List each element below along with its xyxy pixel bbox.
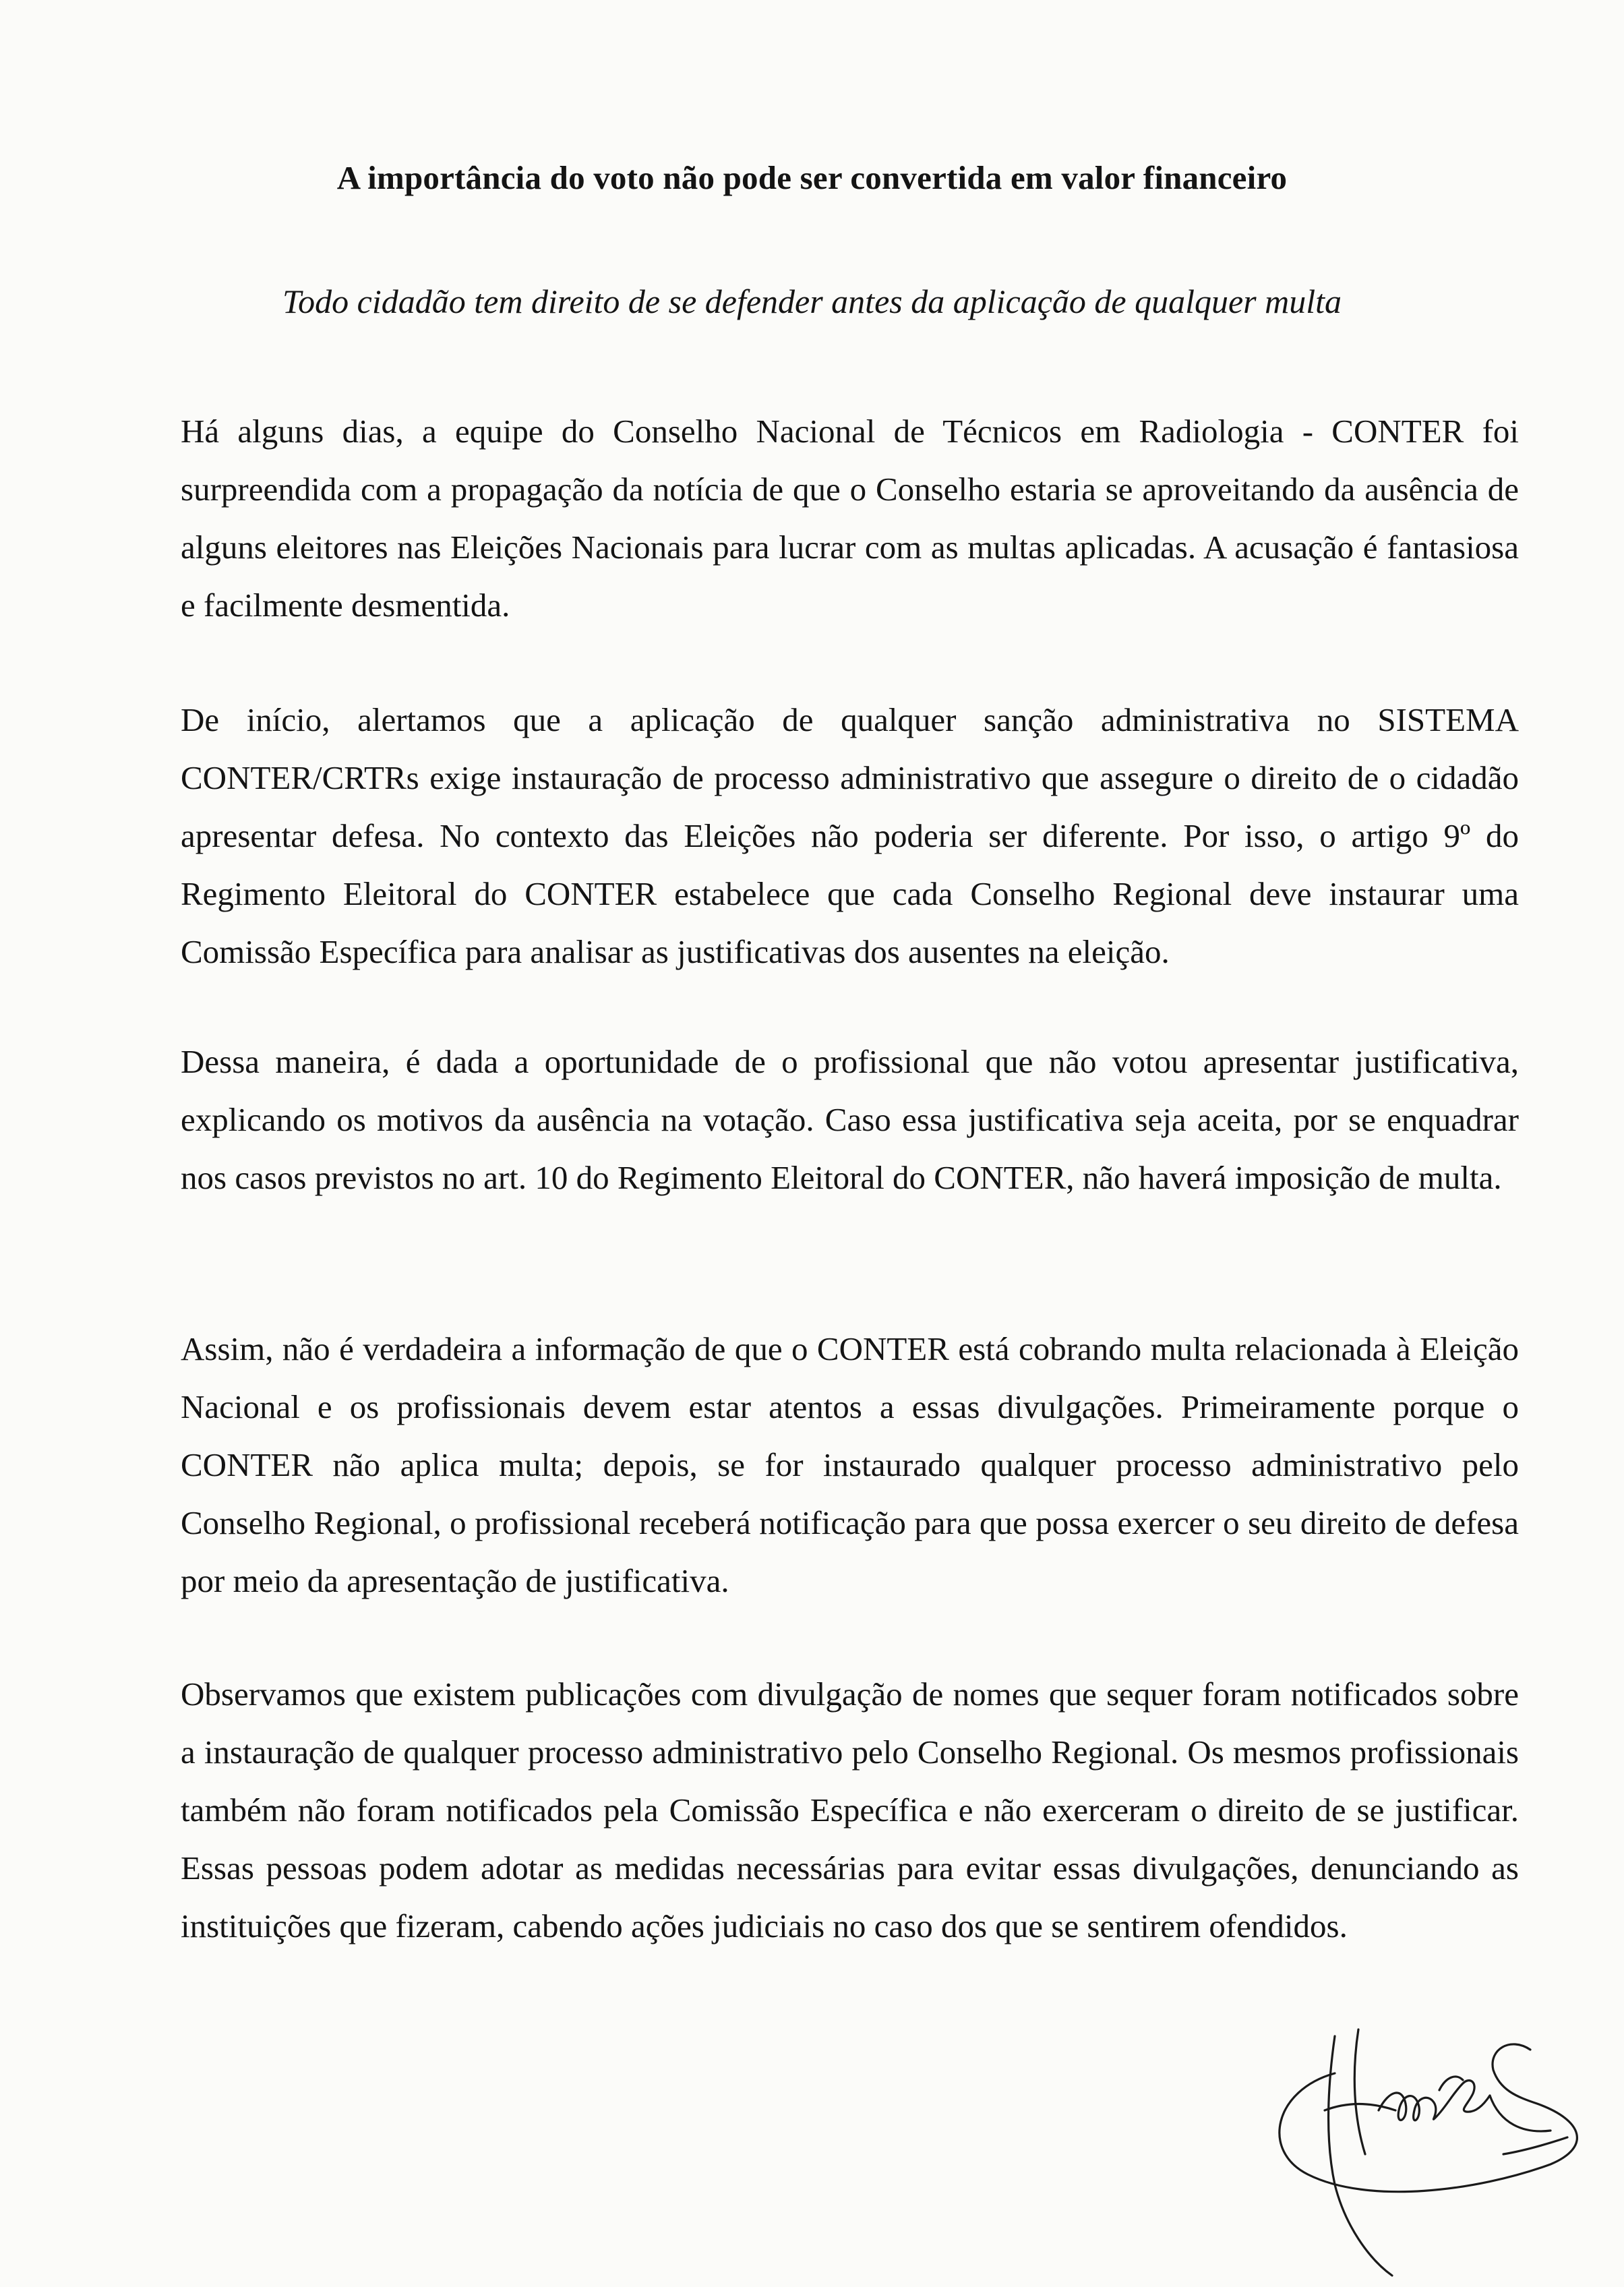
paragraph-2: De início, alertamos que a aplicação de qualquer sanção administrativa no SISTEMA CONTER/CRTRs exige instauração de processo administrativo que assegure o direito de o cidadão apresentar defesa. No contexto das Eleições não poderia ser diferente. Por isso, o artigo 9º do Regimento Eleitoral do CONTER estabelece que cada Conselho Regional deve instaurar uma Comissão Específica para analisar as justificativas dos ausentes na eleição.: [181, 701, 1519, 970]
document-subtitle: Todo cidadão tem direito de se defender antes da aplicação de qualquer multa: [282, 283, 1342, 320]
handwritten-signature-icon: [1234, 2009, 1598, 2279]
paragraph-5: Observamos que existem publicações com divulgação de nomes que sequer foram notificados sobre a instauração de qualquer processo administrativo pelo Conselho Regional. Os mesmos profissionais também não foram notificados pela Comissão Específica e não exerceram o direito de se justificar. Essas pessoas podem adotar as medidas necessárias para evitar essas divulgações, denunciando as instituições que fizeram, cabendo ações judiciais no caso dos que se sentirem ofendidos.: [181, 1675, 1519, 1944]
paragraph-3: Dessa maneira, é dada a oportunidade de o profissional que não votou apresentar justificativa, explicando os motivos da ausência na votação. Caso essa justificativa seja aceita, por se enquadrar nos casos previstos no art. 10 do Regimento Eleitoral do CONTER, não haverá imposição de multa.: [181, 1043, 1519, 1196]
paragraph-4: Assim, não é verdadeira a informação de que o CONTER está cobrando multa relacionada à Eleição Nacional e os profissionais devem estar atentos a essas divulgações. Primeiramente porque o CONTER não aplica multa; depois, se for instaurado qualquer processo administrativo pelo Conselho Regional, o profissional receberá notificação para que possa exercer o seu direito de defesa por meio da apresentação de justificativa.: [181, 1330, 1519, 1599]
paragraph-1: Há alguns dias, a equipe do Conselho Nacional de Técnicos em Radiologia - CONTER foi surpreendida com a propagação da notícia de que o Conselho estaria se aproveitando da ausência de alguns eleitores nas Eleições Nacionais para lucrar com as multas aplicadas. A acusação é fantasiosa e facilmente desmentida.: [181, 413, 1519, 624]
document-title: A importância do voto não pode ser convertida em valor financeiro: [336, 159, 1288, 196]
